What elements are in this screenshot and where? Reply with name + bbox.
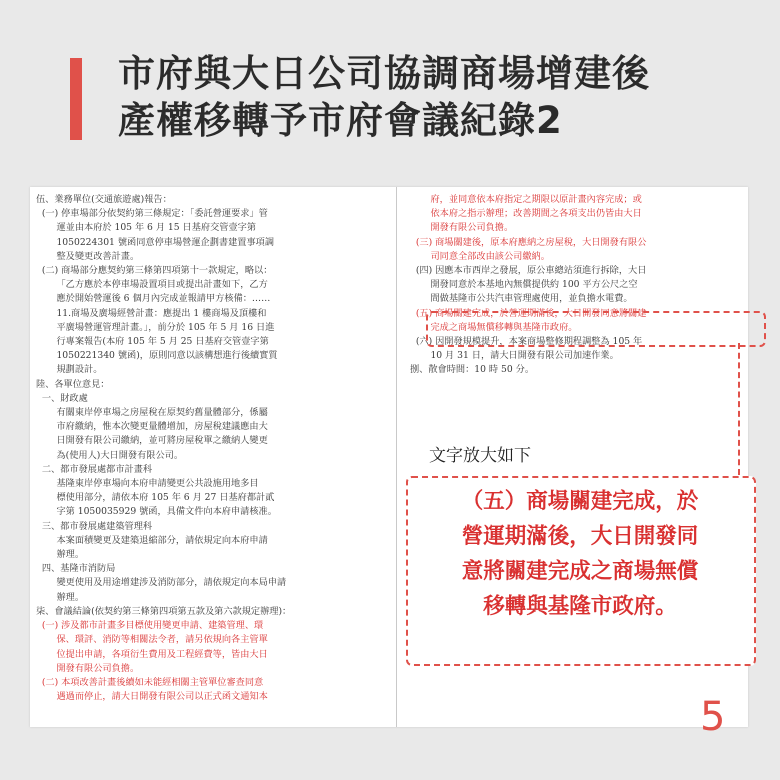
document-line: 「乙方應於本停車場設置項目或提出計畫如下，乙方	[36, 279, 268, 291]
document-line: 伍、業務單位(交通旅遊處)報告：	[36, 194, 172, 205]
document-line: 柒、會議結論(依契約第三條第四項第五款及第六款規定辦理)：	[36, 605, 292, 617]
document-line: 市府繳納，惟本次變更量體增加，房屋稅建議應由大	[36, 421, 268, 433]
zoom-label: 文字放大如下	[427, 441, 533, 466]
document-line: 四、基隆市消防局	[36, 563, 116, 575]
document-line: 二、都市發展處都市計畫科	[36, 463, 153, 475]
document-line: 府，並同意依本府指定之期限以原計畫內容完成；或	[410, 194, 642, 205]
document-line: (二) 本項改善計畫後續如未能經相關主管單位審查同意	[36, 676, 264, 688]
document-line: 規劃設計。	[36, 364, 103, 376]
document-line: 依本府之指示辦理；改善期間之各項支出仍皆由大日	[410, 208, 642, 220]
document-line: 完成之商場無償移轉與基隆市政府。	[410, 321, 578, 333]
document-line: 1050224301 號函同意停車場營運企劃書建置事項調	[36, 236, 275, 248]
document-line: (六) 因開發規模提升，本案商場整修期程調整為 105 年	[410, 336, 643, 348]
document-line: 捌、散會時間：10 時 50 分。	[410, 364, 535, 376]
document-line: 陸、各單位意見：	[36, 378, 110, 390]
title-line-1: 市府與大日公司協調商場增建後	[118, 52, 650, 95]
document-line: 整及變更改善計畫。	[36, 250, 140, 262]
document-line: 有關東岸停車場之房屋稅在原契約舊量體部分，係屬	[36, 407, 268, 419]
document-line: (四) 因應本市西岸之發展，原公車總站須進行拆除，大日	[410, 265, 647, 277]
document-line: 平廣場營運管理計畫。」，前分於 105 年 5 月 16 日進	[36, 321, 275, 333]
document-line: 間做基隆市公共汽車管理處使用，並負擔水電費。	[410, 293, 633, 305]
page-number: 5	[700, 694, 726, 740]
document-line: 日開發有限公司繳納，並可將房屋稅單之繳納人變更	[36, 435, 268, 447]
document-line: 遇過而停止，請大日開發有限公司以正式函文通知本	[36, 691, 268, 703]
document-line: 開發有限公司負擔。	[36, 662, 140, 674]
document-line: 位提出申請，各項衍生費用及工程經費等，皆由大日	[36, 648, 268, 660]
zoom-line-3: 意將關建完成之商場無償	[461, 559, 699, 584]
highlight-box	[426, 311, 766, 347]
document-line: (一) 停車場部分依契約第三條規定：「委託營運要求」管	[36, 208, 268, 220]
document-line: 司同意全部改由該公司繳納。	[410, 250, 550, 262]
document-line: 為(使用人)大日開發有限公司。	[36, 449, 184, 461]
title-accent-bar	[70, 58, 82, 140]
document-line: 字第 1050035929 號函，具備文件向本府申請核准。	[36, 506, 277, 518]
document-line: (三) 商場關建後，原本府應納之房屋稅，大日開發有限公	[410, 236, 647, 248]
document-line: 1050221340 號函)，原則同意以該構想進行後續實質	[36, 350, 278, 362]
document-line: 本案面積變更及建築退縮部分，請依規定向本府申請	[36, 534, 268, 546]
document-line: (一) 涉及都市計畫多目標使用變更申請、建築管理、環	[36, 620, 264, 632]
zoom-line-4: 移轉與基隆市政府。	[483, 594, 677, 619]
title-line-2: 產權移轉予市府會議紀錄2	[118, 99, 563, 142]
document-line: 標使用部分，請依本府 105 年 6 月 27 日基府都計貳	[36, 492, 275, 504]
right-page	[410, 193, 742, 378]
document-line: 行專案報告(本府 105 年 5 月 25 日基府交管壹字第	[36, 336, 269, 348]
document-line: 保、環評、消防等相關法令者，請另依規向各主管單	[36, 634, 268, 646]
document-line: 辦理。	[36, 591, 85, 603]
document-line: 基隆東岸停車場向本府申請變更公共設施用地多目	[36, 478, 259, 490]
document-line: 開發有限公司負擔。	[410, 222, 514, 234]
document-line: 一、財政處	[36, 392, 88, 404]
document-line: (五) 商場關建完成，於營運期滿後，大日開發同意將關建	[410, 307, 647, 319]
page-divider	[396, 187, 397, 727]
page-title	[118, 50, 758, 144]
document-line: 三、都市發展處建築管理科	[36, 520, 153, 532]
zoom-line-2: 營運期滿後，大日開發同	[461, 524, 699, 549]
document-line: 變更使用及用途增建涉及消防部分，請依規定向本局申請	[36, 577, 287, 589]
highlight-connector	[738, 343, 740, 475]
left-page	[36, 193, 388, 704]
document-line: 開發同意於本基地內無償提供約 100 平方公尺之空	[410, 279, 638, 291]
zoom-line-1: （五）商場關建完成，於	[461, 489, 699, 514]
document-line: 應於開始營運後 6 個月內完成並報請甲方核備：……	[36, 293, 271, 305]
document-line: 11.商場及廣場經營計畫：應提出 1 樓商場及頂樓和	[36, 307, 267, 319]
document-line: 10 月 31 日，請大日開發有限公司加速作業。	[410, 350, 619, 362]
zoom-text	[412, 484, 748, 624]
document-line: (二) 商場部分應契約第三條第四項第十一款規定，略以：	[36, 265, 273, 277]
document-line: 辦理。	[36, 549, 85, 561]
document-line: 運並由本府於 105 年 6 月 15 日基府交管壹字第	[36, 222, 257, 234]
